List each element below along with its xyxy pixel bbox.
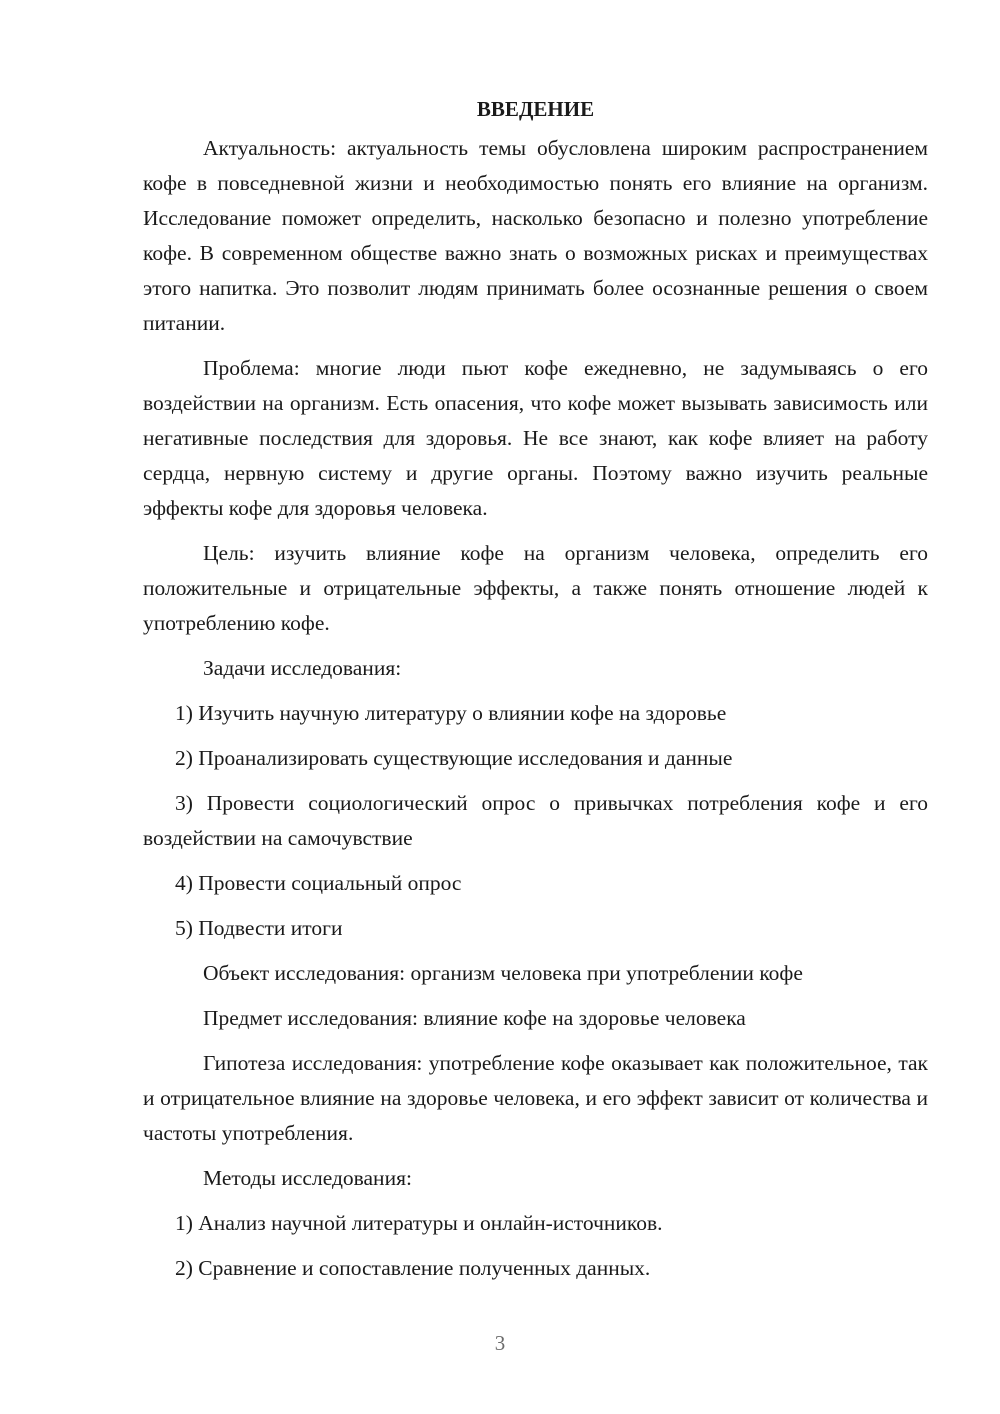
object-paragraph: Объект исследования: организм человека при употреблении кофе <box>203 961 803 985</box>
document-page <box>143 92 928 1296</box>
section-title: ВВЕДЕНИЕ <box>476 97 595 121</box>
goal-paragraph: Цель: изучить влияние кофе на организм человека, определить его положительные и отрицательные эффекты, а также понять отношение людей к употреблению кофе. <box>143 541 928 635</box>
task-item: 3) Провести социологический опрос о привычках потребления кофе и его воздействии на самочувствие <box>143 791 928 850</box>
task-item: 4) Провести социальный опрос <box>175 871 462 895</box>
tasks-heading: Задачи исследования: <box>203 656 402 680</box>
task-item: 1) Изучить научную литературу о влиянии кофе на здоровье <box>175 701 727 725</box>
hypothesis-paragraph: Гипотеза исследования: употребление кофе оказывает как положительное, так и отрицательное влияние на здоровье человека, и его эффект зависит от количества и частоты употребления. <box>143 1051 928 1145</box>
methods-heading: Методы исследования: <box>203 1166 412 1190</box>
method-item: 1) Анализ научной литературы и онлайн-источников. <box>175 1211 663 1235</box>
subject-paragraph: Предмет исследования: влияние кофе на здоровье человека <box>203 1006 746 1030</box>
task-item: 5) Подвести итоги <box>175 916 343 940</box>
problem-paragraph: Проблема: многие люди пьют кофе ежедневно, не задумываясь о его воздействии на организм. Есть опасения, что кофе может вызывать зависимость или негативные последствия для здоровья. Не все знают, как кофе влияет на работу сердца, нервную систему и другие органы. Поэтому важно изучить реальные эффекты кофе для здоровья человека. <box>143 356 928 520</box>
method-item: 2) Сравнение и сопоставление полученных данных. <box>175 1256 651 1280</box>
page-number: 3 <box>494 1331 506 1355</box>
task-item: 2) Проанализировать существующие исследования и данные <box>175 746 733 770</box>
relevance-paragraph: Актуальность: актуальность темы обусловлена широким распространением кофе в повседневной жизни и необходимостью понять его влияние на организм. Исследование поможет определить, насколько безопасно и полезно употребление кофе. В современном обществе важно знать о возможных рисках и преимуществах этого напитка. Это позволит людям принимать более осознанные решения о своем питании. <box>143 136 928 335</box>
